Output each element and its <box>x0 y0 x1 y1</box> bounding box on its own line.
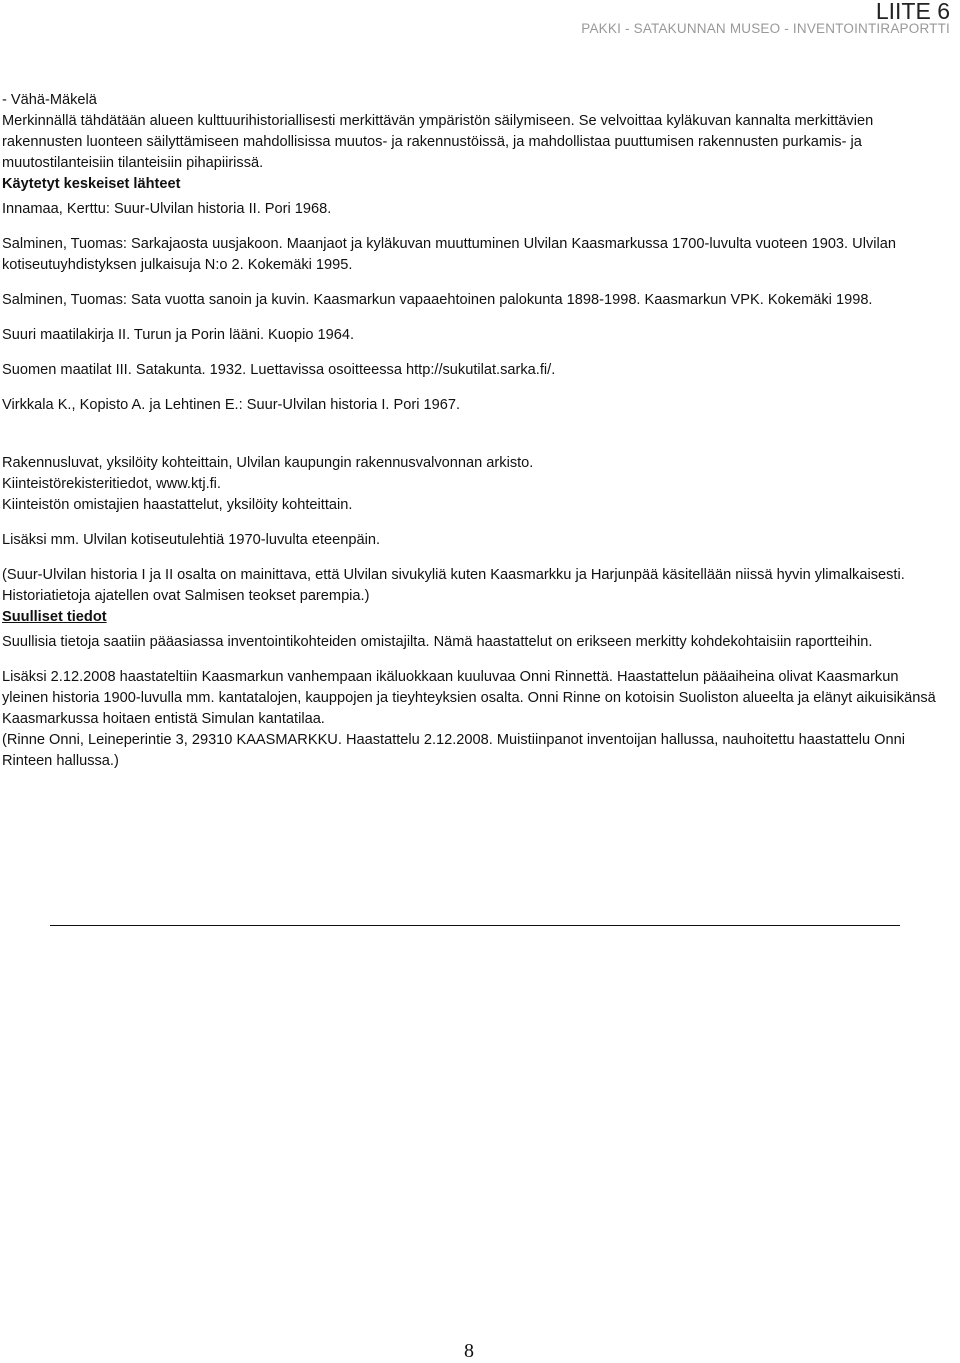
archive-source: Rakennusluvat, yksilöity kohteittain, Ulvilan kaupungin rakennusvalvonnan arkisto. <box>2 455 534 471</box>
oral-heading: Suulliset tiedot <box>2 609 107 625</box>
source-ref: Virkkala K., Kopisto A. ja Lehtinen E.: Suur-Ulvilan historia I. Pori 1967. <box>2 397 461 413</box>
oral-paragraph: Suullisia tietoja saatiin pääasiassa inventointikohteiden omistajilta. Nämä haastattelut on erikseen merkitty kohdekohtaisiin raportteihin. <box>2 634 873 650</box>
source-ref: Innamaa, Kerttu: Suur-Ulvilan historia II. Pori 1968. <box>2 201 332 217</box>
appendix-title: LIITE 6 <box>875 0 950 24</box>
additional-source: Lisäksi mm. Ulvilan kotiseutulehtiä 1970-luvulta eteenpäin. <box>2 532 381 548</box>
page-number: 8 <box>464 1340 474 1362</box>
source-ref: Suuri maatilakirja II. Turun ja Porin lääni. Kuopio 1964. <box>2 327 355 343</box>
oral-paragraph: (Rinne Onni, Leineperintie 3, 29310 KAASMARKKU. Haastattelu 2.12.2008. Muistiinpanot inventoijan hallussa, nauhoitettu haastattelu Onni Rinteen hallussa.) <box>2 732 905 769</box>
source-ref: Salminen, Tuomas: Sarkajaosta uusjakoon. Maanjaot ja kyläkuvan muuttuminen Ulvilan Kaasmarkussa 1700-luvulta vuoteen 1903. Ulvilan kotiseutuyhdistyksen julkaisuja N:o 2. Kokemäki 1995. <box>2 236 896 273</box>
intro-item: - Vähä-Mäkelä <box>2 92 97 108</box>
source-ref: Suomen maatilat III. Satakunta. 1932. Luettavissa osoitteessa http://sukutilat.sarka.fi/. <box>2 362 556 378</box>
registry-source: Kiinteistörekisteritiedot, www.ktj.fi. <box>2 476 221 492</box>
sources-note: (Suur-Ulvilan historia I ja II osalta on mainittava, että Ulvilan sivukyliä kuten Kaasmarkku ja Harjunpää käsitellään niissä hyvin ylimalkaisesti. Historiatietoja ajatellen ovat Salmisen teokset parempia.) <box>2 567 905 604</box>
oral-paragraph: Lisäksi 2.12.2008 haastateltiin Kaasmarkun vanhempaan ikäluokkaan kuuluvaa Onni Rinnettä. Haastattelun pääaiheina olivat Kaasmarkun yleinen historia 1900-luvulla mm. kantatalojen, kauppojen ja tieyhteyksien osalta. Onni Rinne on kotoisin Suoliston alueelta ja elänyt aikuisikänsä Kaasmarkussa hoitaen entistä Simulan kantatilaa. <box>2 669 936 727</box>
source-ref: Salminen, Tuomas: Sata vuotta sanoin ja kuvin. Kaasmarkun vapaaehtoinen palokunta 1898-1998. Kaasmarkun VPK. Kokemäki 1998. <box>2 292 873 308</box>
intro-paragraph: Merkinnällä tähdätään alueen kulttuurihistoriallisesti merkittävän ympäristön säilymiseen. Se velvoittaa kyläkuvan kannalta merkittävien rakennusten luonteen säilyttämiseen mahdollisissa muutos- ja rakennustöissä, ja mahdollistaa puuttumisen rakennusten purkamis- ja muutostilanteisiin tilanteisiin pihapiirissä. <box>2 113 874 171</box>
footer-divider <box>50 925 900 926</box>
interview-source: Kiinteistön omistajien haastattelut, yksilöity kohteittain. <box>2 497 353 513</box>
document-body <box>2 90 942 772</box>
sources-heading: Käytetyt keskeiset lähteet <box>2 176 181 192</box>
report-subtitle: PAKKI - SATAKUNNAN MUSEO - INVENTOINTIRAPORTTI <box>581 21 950 36</box>
